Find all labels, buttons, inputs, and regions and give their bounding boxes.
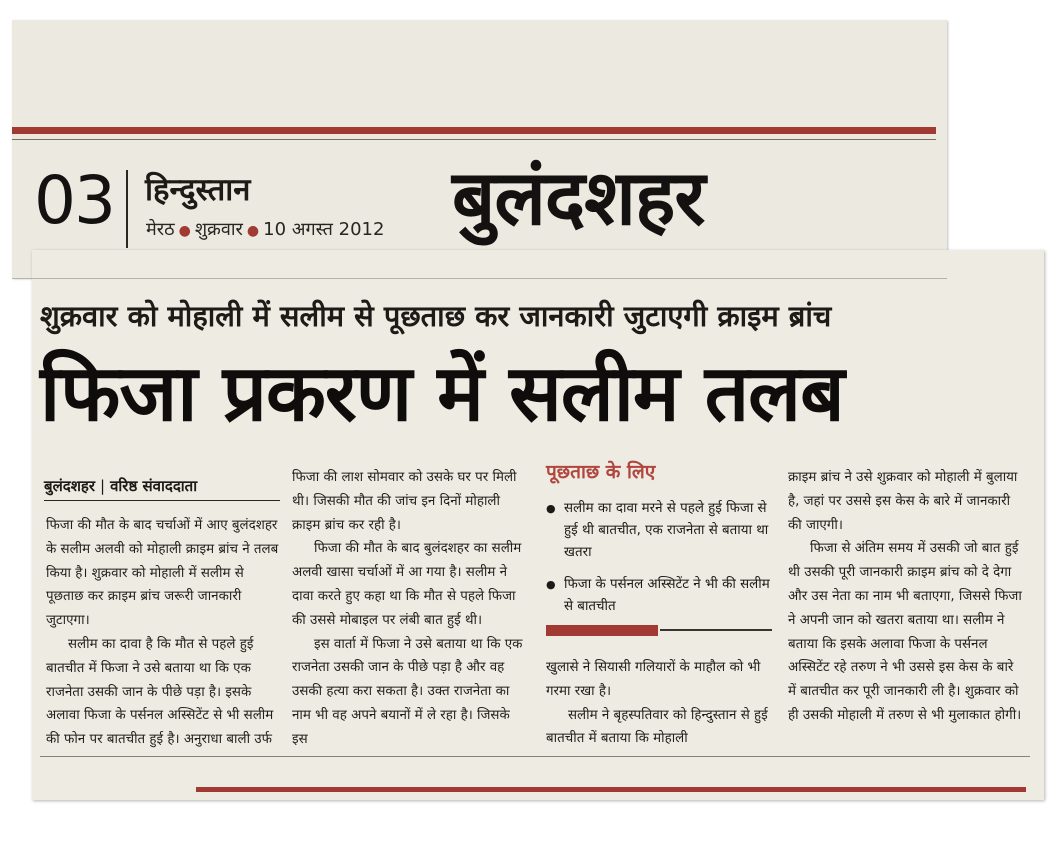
- sidebar-box-points: [546, 498, 778, 628]
- paragraph: फिजा की मौत के बाद चर्चाओं में आए बुलंदशहर के सलीम अलवी को मोहाली क्राइम ब्रांच ने तलब किया है। शुक्रवार को मोहाली में सलीम से पूछताछ कर क्राइम ब्रांच जरूरी जानकारी जुटाएगा।: [46, 518, 279, 629]
- paragraph: फिजा की मौत के बाद बुलंदशहर का सलीम अलवी खासा चर्चाओं में आ गया है। सलीम ने दावा करते हुए कहा था कि मौत से पहले फिजा की उससे मोबाइल पर लंबी बात हुई थी।: [292, 541, 522, 628]
- byline-place: बुलंदशहर: [44, 477, 96, 495]
- bullet-dot-icon: ●: [178, 223, 191, 239]
- masthead-divider: [126, 170, 128, 248]
- paragraph: फिजा से अंतिम समय में उसकी जो बात हुई थी उसकी पूरी जानकारी क्राइम ब्रांच को दे देगा और उस नेता का नाम भी बताएगा, जिससे फिजा ने अपनी जान को खतरा बताया था। सलीम ने बताया कि इसके अलावा फिजा के पर्सनल अस्सिटेंट रहे तरुण ने भी उससे इस केस के बारे में बातचीत कर पूरी जानकारी ली है। शुक्रवार को ही उसकी मोहाली में तरुण से भी मुलाकात होगी।: [788, 541, 1022, 723]
- page-number: 03: [34, 162, 114, 239]
- bottom-red-rule: [196, 787, 1026, 792]
- dateline-day: शुक्रवार: [194, 219, 243, 240]
- paragraph: सलीम ने बृहस्पतिवार को हिन्दुस्तान से हुई बातचीत में बताया कि मोहाली: [546, 707, 768, 747]
- byline-rule: [44, 500, 280, 501]
- masthead-top-rule: [12, 127, 936, 134]
- sidebar-rule: [660, 629, 772, 631]
- paragraph: खुलासे ने सियासी गलियारों के माहौल को भी गरमा रखा है।: [546, 660, 761, 699]
- article-column-3: [546, 656, 780, 751]
- paragraph: सलीम का दावा है कि मौत से पहले हुई बातचीत में फिजा ने उसे बताया था कि एक राजनेता उसकी जान के पीछे पड़ा है। इसके अलावा फिजा के पर्सनल अस्सिटेंट से भी सलीम की फोन पर बातचीत हुई है। अनुराधा बाली उर्फ: [46, 636, 274, 748]
- masthead-hairline: [12, 139, 936, 140]
- byline-author: वरिष्ठ संवाददाता: [110, 477, 198, 495]
- sidebar-box-title: पूछताछ के लिए: [546, 461, 656, 483]
- bottom-hairline: [40, 756, 1030, 757]
- article-kicker: शुक्रवार को मोहाली में सलीम से पूछताछ कर जानकारी जुटाएगी क्राइम ब्रांच: [40, 299, 832, 333]
- paragraph: इस वार्ता में फिजा ने उसे बताया था कि एक राजनेता उसकी जान के पीछे पड़ा है और वह उसकी हत्या करा सकता है। उक्त राजनेता का नाम भी वह अपने बयानों में ले रहा है। जिसके इस: [292, 636, 523, 747]
- sidebar-red-bar: [546, 625, 658, 636]
- byline-separator: |: [100, 477, 106, 495]
- paragraph: फिजा की लाश सोमवार को उसके घर पर मिली थी। जिसकी मौत की जांच इन दिनों मोहाली क्राइम ब्रांच कर रही है।: [292, 470, 517, 533]
- dateline: [146, 217, 384, 241]
- list-item: ● सलीम का दावा मरने से पहले हुई फिजा से हुई थी बातचीत, एक राजनेता से बताया था खतरा: [546, 498, 778, 564]
- newspaper-brand: हिन्दुस्तान: [145, 172, 251, 208]
- article-column-4: [788, 466, 1024, 728]
- dateline-city: मेरठ: [146, 219, 175, 240]
- list-item: ● फिजा के पर्सनल अस्सिटेंट ने भी की सलीम से बातचीत: [546, 574, 778, 618]
- masthead-bottom-edge: [12, 278, 947, 279]
- section-title: बुलंदशहर: [452, 153, 705, 242]
- article-headline: फिजा प्रकरण में सलीम तलब: [40, 349, 844, 439]
- dateline-date: 10 अगस्त 2012: [263, 219, 385, 240]
- article-column-1: [46, 514, 280, 752]
- byline: [44, 476, 197, 496]
- article-column-2: [292, 466, 526, 752]
- paragraph: क्राइम ब्रांच ने उसे शुक्रवार को मोहाली में बुलाया है, जहां पर उससे इस केस के बारे में जानकारी की जाएगी।: [788, 470, 1018, 533]
- bullet-dot-icon: ●: [246, 223, 260, 239]
